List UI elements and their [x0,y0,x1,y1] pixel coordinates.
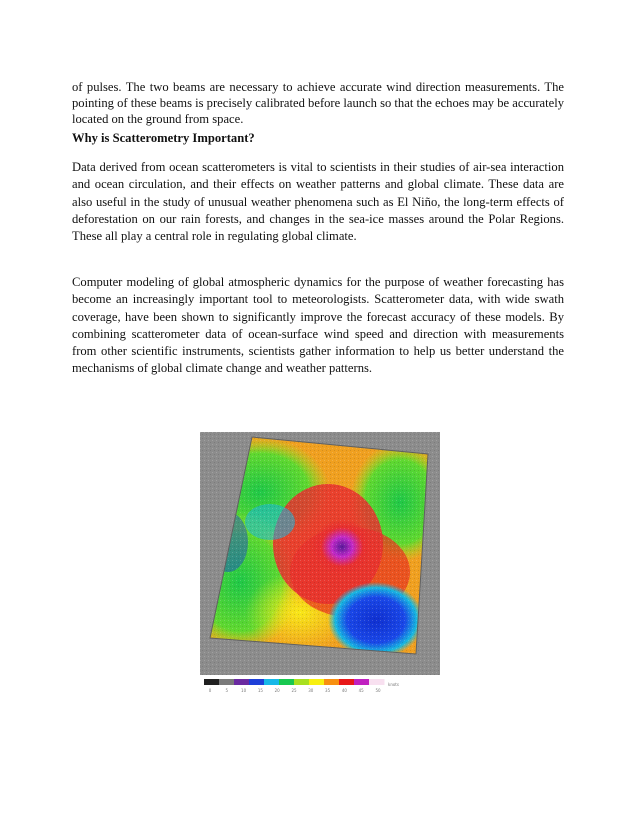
colorbar-swatch [204,679,220,685]
colorbar-tick-label: 25 [291,688,297,693]
paragraph-beam-calibration: of pulses. The two beams are necessary to achieve accurate wind direction measurements. The pointing of these beams is precisely calibrated before launch so that the echoes may be accurately located on the ground from space. [72,80,565,126]
colorbar-swatch [264,679,280,685]
wind-speed-map [200,432,440,675]
colorbar-tick-label: 45 [358,688,364,693]
colorbar-tick-label: 35 [325,688,331,693]
colorbar-tick-label: 20 [274,688,280,693]
colorbar-tick-label: 15 [257,688,263,693]
scatterometer-wind-figure [200,432,440,694]
colorbar-tick-label: 50 [375,688,381,693]
colorbar-tick-label: 5 [225,688,229,693]
colorbar-swatch [234,679,250,685]
paragraph-scatterometer-uses: Data derived from ocean scatterometers is vital to scientists in their studies of air-sea interaction and ocean circulation, and their effects on weather patterns and global climate. These data are also useful in the study of unusual weather phenomena such as El Niño, the long-term effects of deforestation on our rain forests, and changes in the sea-ice masses around the Polar Regions. These all play a central role in regulating global climate. [72,160,564,244]
colorbar-tick-label: 30 [308,688,314,693]
colorbar-swatch [249,679,265,685]
colorbar-swatch [279,679,295,685]
colorbar-swatch [339,679,355,685]
colorbar-tick-label: 10 [241,688,247,693]
section-heading: Why is Scatterometry Important? [72,131,255,145]
colorbar-tick-label: 40 [341,688,347,693]
colorbar-tick-label: 0 [208,688,212,693]
colorbar-unit-label: knots [388,682,399,687]
colorbar-swatch [324,679,340,685]
colorbar-swatch [294,679,310,685]
wind-speed-colorbar [200,678,440,694]
colorbar-swatch [309,679,325,685]
colorbar-swatch [219,679,235,685]
paragraph-computer-modeling: Computer modeling of global atmospheric dynamics for the purpose of weather forecasting has become an increasingly important tool to meteorologists. Scatterometer data, with wide swath coverage, have been shown to significantly improve the forecast accuracy of these models. By combining scatterometer data of ocean-surface wind speed and direction with measurements from other scientific instruments, scientists gather information to help us better understand the mechanisms of global climate change and weather patterns. [72,275,564,376]
colorbar-swatch [369,679,385,685]
colorbar-swatch [354,679,370,685]
